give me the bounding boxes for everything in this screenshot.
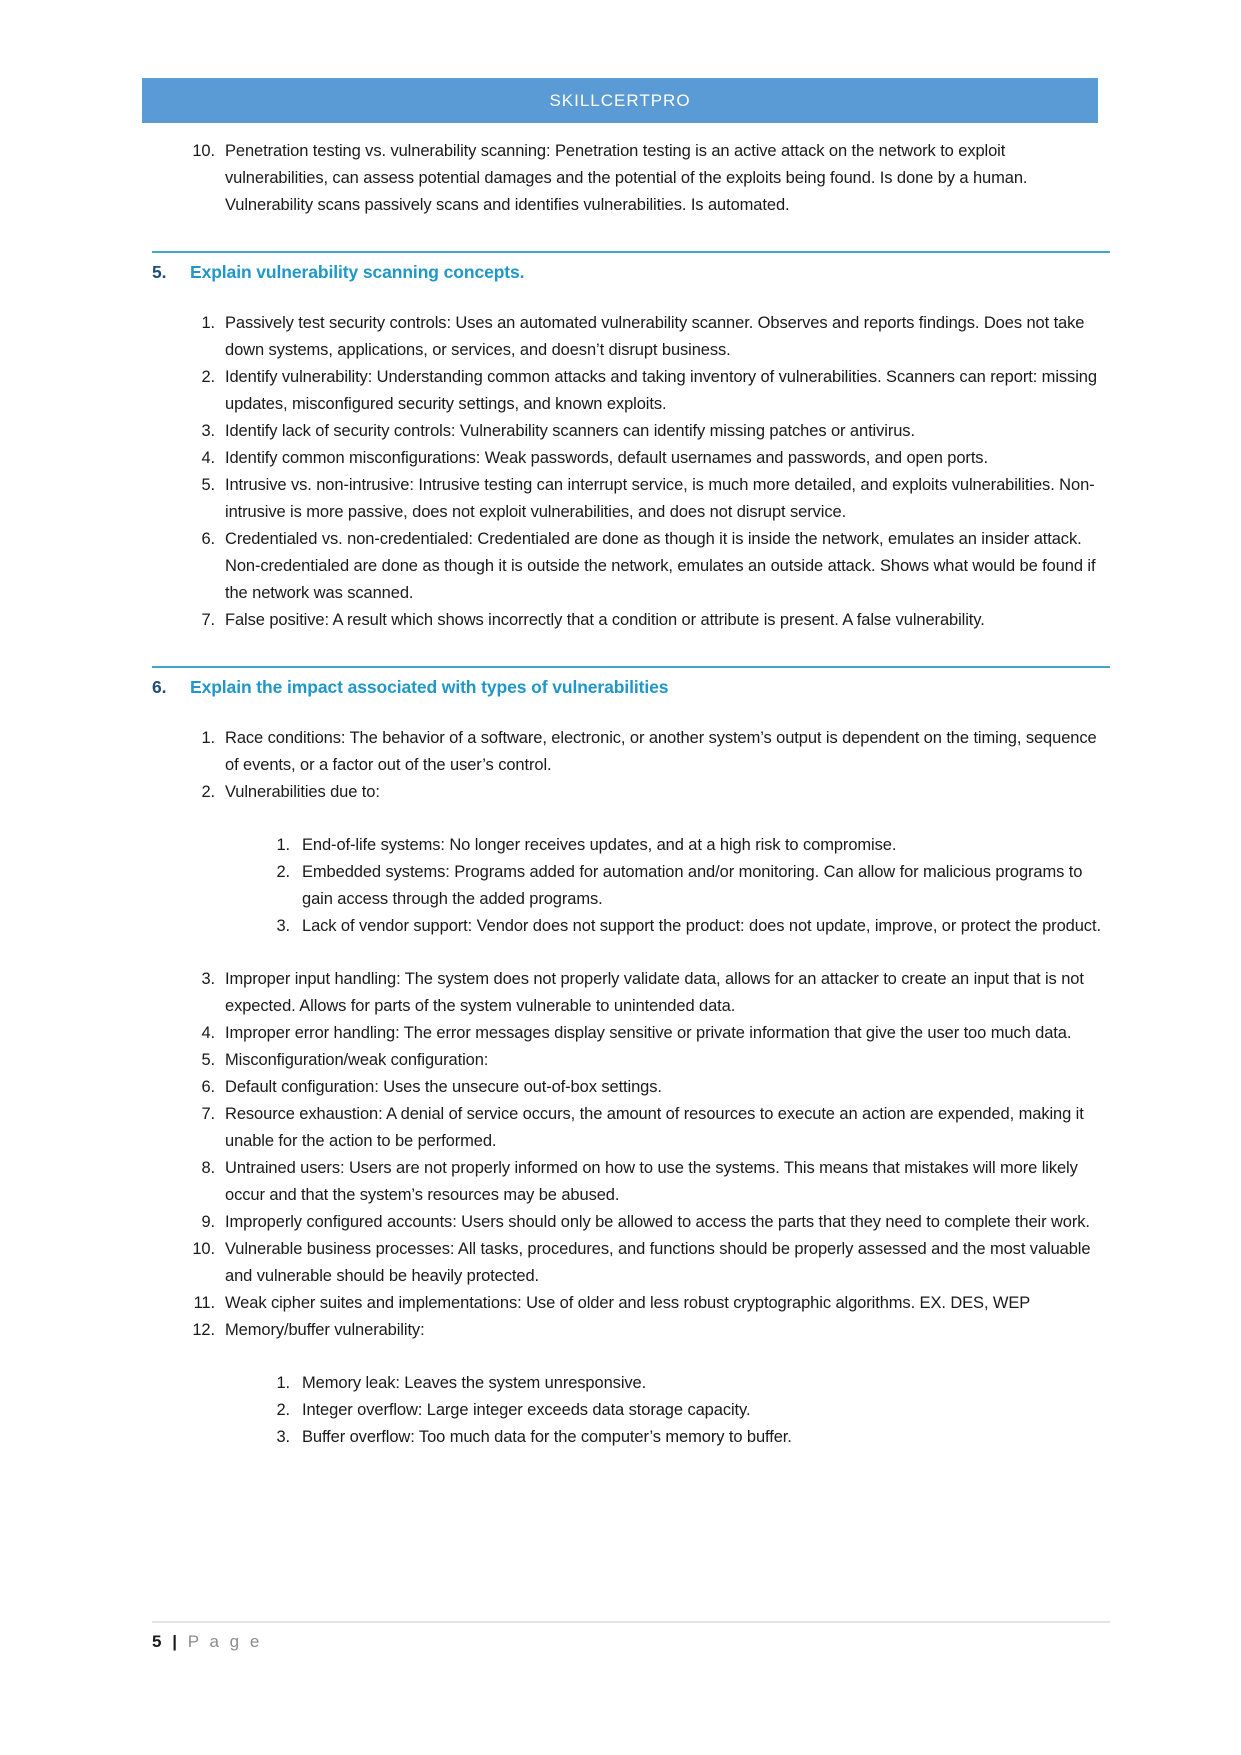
list-item (185, 1020, 1110, 1047)
list-item-text: Lack of vendor support: Vendor does not support the product: does not update, improve, or protect the product. (302, 917, 1101, 935)
vulnerabilities-due-to-sublist (152, 832, 1110, 940)
list-item (185, 472, 1110, 526)
section-heading (152, 259, 1110, 286)
section-6-list-continued (152, 966, 1110, 1344)
section-number: 5. (152, 262, 167, 282)
list-item (185, 418, 1110, 445)
list-item (262, 1370, 1110, 1397)
list-item-text: Improper input handling: The system does not properly validate data, allows for an attacker to create an input that is not expected. Allows for parts of the system vulnerable to unintended data. (225, 970, 1084, 1015)
list-item-text: Untrained users: Users are not properly informed on how to use the systems. This means that mistakes will more likely occur and that the system’s resources may be abused. (225, 1159, 1078, 1204)
page-footer (152, 1628, 262, 1655)
list-item-text: Embedded systems: Programs added for automation and/or monitoring. Can allow for malicious programs to gain access through the added programs. (302, 863, 1083, 908)
list-item-text: Identify lack of security controls: Vulnerability scanners can identify missing patches or antivirus. (225, 422, 915, 440)
list-item (185, 138, 1110, 219)
list-item-number: 1. (201, 314, 215, 332)
list-item (185, 1290, 1110, 1317)
list-item (185, 966, 1110, 1020)
list-item (185, 1155, 1110, 1209)
list-item-number: 4. (201, 449, 215, 467)
list-item-number: 2. (201, 783, 215, 801)
intro-list (152, 138, 1110, 219)
section-divider (152, 251, 1110, 253)
list-item-text: False positive: A result which shows incorrectly that a condition or attribute is present. A false vulnerability. (225, 611, 985, 629)
list-item-number: 10. (192, 1240, 215, 1258)
list-item-text: Identify vulnerability: Understanding common attacks and taking inventory of vulnerabilities. Scanners can report: missing updates, misconfigured security settings, and known exploits. (225, 368, 1097, 413)
header-title: SKILLCERTPRO (549, 90, 691, 110)
list-item-number: 3. (276, 917, 290, 935)
section-divider (152, 666, 1110, 668)
list-item-text: End-of-life systems: No longer receives updates, and at a high risk to compromise. (302, 836, 897, 854)
footer-separator: | (172, 1632, 177, 1651)
list-item (185, 1236, 1110, 1290)
list-item-number: 2. (201, 368, 215, 386)
list-item-text: Resource exhaustion: A denial of service occurs, the amount of resources to execute an action are expended, making it unable for the action to be performed. (225, 1105, 1084, 1150)
list-item-text: Memory leak: Leaves the system unresponsive. (302, 1374, 647, 1392)
list-item (185, 445, 1110, 472)
list-item-number: 8. (201, 1159, 215, 1177)
section-heading (152, 674, 1110, 701)
list-item-text: Identify common misconfigurations: Weak passwords, default usernames and passwords, and open ports. (225, 449, 988, 467)
list-item-text: Default configuration: Uses the unsecure out-of-box settings. (225, 1078, 662, 1096)
list-item-text: Improper error handling: The error messages display sensitive or private information that give the user too much data. (225, 1024, 1072, 1042)
list-item-text: Integer overflow: Large integer exceeds data storage capacity. (302, 1401, 751, 1419)
list-item (185, 1317, 1110, 1344)
footer-page-label: P a g e (187, 1632, 263, 1651)
list-item-number: 3. (276, 1428, 290, 1446)
memory-buffer-sublist (152, 1370, 1110, 1451)
list-item-text: Penetration testing vs. vulnerability scanning: Penetration testing is an active attack on the network to exploit vulnerabilities, can assess potential damages and the potential of the exploits being found. Is done by a human. Vulnerability scans passively scans and identifies vulnerabilities. Is automated. (225, 142, 1028, 214)
list-item-text: Buffer overflow: Too much data for the computer’s memory to buffer. (302, 1428, 792, 1446)
list-item-number: 4. (201, 1024, 215, 1042)
list-item-number: 7. (201, 1105, 215, 1123)
list-item (185, 1047, 1110, 1074)
list-item-number: 2. (276, 1401, 290, 1419)
section-title: Explain vulnerability scanning concepts. (190, 262, 525, 282)
list-item-text: Improperly configured accounts: Users should only be allowed to access the parts that they need to complete their work. (225, 1213, 1090, 1231)
list-item-number: 12. (192, 1321, 215, 1339)
list-item-text: Memory/buffer vulnerability: (225, 1321, 425, 1339)
footer-divider (152, 1621, 1110, 1623)
section-number: 6. (152, 677, 167, 697)
list-item-text: Intrusive vs. non-intrusive: Intrusive testing can interrupt service, is much more detailed, and exploits vulnerabilities. Non-intrusive is more passive, does not exploit vulnerabilities, and does not disrupt service. (225, 476, 1095, 521)
list-item (262, 859, 1110, 913)
list-item-number: 3. (201, 970, 215, 988)
list-item-number: 5. (201, 476, 215, 494)
list-item (262, 832, 1110, 859)
list-item (262, 913, 1110, 940)
list-item-text: Credentialed vs. non-credentialed: Credentialed are done as though it is inside the network, emulates an insider attack. Non-credentialed are done as though it is outside the network, emulates an outside attack. Shows what would be found if the network was scanned. (225, 530, 1096, 602)
list-item-text: Vulnerabilities due to: (225, 783, 380, 801)
list-item (185, 1209, 1110, 1236)
list-item-number: 1. (276, 836, 290, 854)
list-item-number: 2. (276, 863, 290, 881)
list-item (185, 310, 1110, 364)
list-item-number: 1. (276, 1374, 290, 1392)
footer-page-number: 5 (152, 1632, 162, 1651)
list-item-number: 3. (201, 422, 215, 440)
list-item-number: 6. (201, 1078, 215, 1096)
list-item-number: 6. (201, 530, 215, 548)
list-item-number: 10. (192, 142, 215, 160)
list-item (262, 1397, 1110, 1424)
section-title: Explain the impact associated with types of vulnerabilities (190, 677, 669, 697)
list-item-text: Misconfiguration/weak configuration: (225, 1051, 489, 1069)
section-5-list (152, 310, 1110, 634)
list-item (262, 1424, 1110, 1451)
list-item-text: Passively test security controls: Uses an automated vulnerability scanner. Observes and reports findings. Does not take down systems, applications, or services, and doesn’t disrupt business. (225, 314, 1085, 359)
list-item-number: 5. (201, 1051, 215, 1069)
list-item (185, 1074, 1110, 1101)
list-item (185, 607, 1110, 634)
header-bar (142, 78, 1098, 123)
list-item (185, 779, 1110, 806)
list-item-text: Vulnerable business processes: All tasks, procedures, and functions should be properly assessed and the most valuable and vulnerable should be heavily protected. (225, 1240, 1091, 1285)
list-item-number: 11. (193, 1294, 215, 1312)
list-item-number: 1. (201, 729, 215, 747)
list-item (185, 364, 1110, 418)
list-item-text: Race conditions: The behavior of a software, electronic, or another system’s output is dependent on the timing, sequence of events, or a factor out of the user’s control. (225, 729, 1097, 774)
document-content (152, 138, 1110, 1477)
list-item (185, 526, 1110, 607)
list-item-number: 9. (201, 1213, 215, 1231)
list-item-number: 7. (201, 611, 215, 629)
list-item-text: Weak cipher suites and implementations: Use of older and less robust cryptographic algorithms. EX. DES, WEP (225, 1294, 1031, 1312)
list-item (185, 1101, 1110, 1155)
list-item (185, 725, 1110, 779)
section-6-list (152, 725, 1110, 806)
